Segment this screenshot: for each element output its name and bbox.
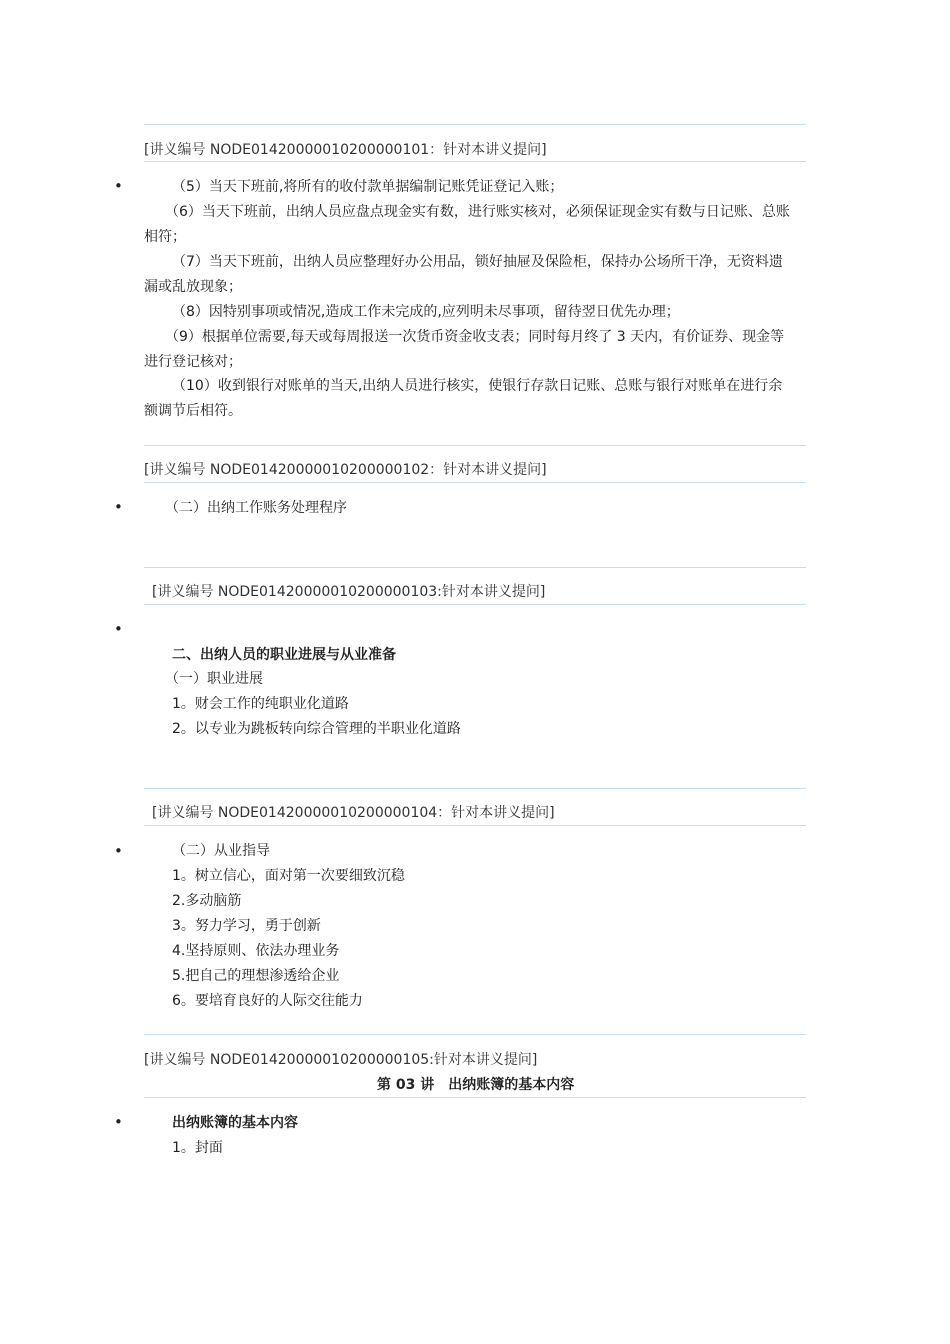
body-line: 1。树立信心，面对第一次要细致沉稳 bbox=[172, 868, 405, 884]
divider bbox=[144, 825, 806, 826]
body-line: （6）当天下班前，出纳人员应盘点现金实有数，进行账实核对，必须保证现金实有数与日记账、总账 bbox=[165, 204, 790, 220]
lecture-ref-link[interactable]: [讲义编号 NODE01420000010200000103:针对本讲义提问] bbox=[152, 584, 546, 600]
body-line: （5）当天下班前,将所有的收付款单据编制记账凭证登记入账； bbox=[172, 179, 564, 195]
lecture-title: 第 03 讲 出纳账簿的基本内容 bbox=[377, 1077, 575, 1093]
body-line: （10）收到银行对账单的当天,出纳人员进行核实，使银行存款日记账、总账与银行对账单在进行余 bbox=[172, 378, 783, 394]
divider bbox=[144, 567, 806, 568]
divider bbox=[144, 788, 806, 789]
bullet-icon: • bbox=[114, 620, 123, 638]
body-line: 1。封面 bbox=[172, 1140, 223, 1156]
lecture-ref-link[interactable]: [讲义编号 NODE01420000010200000105:针对本讲义提问] bbox=[144, 1052, 538, 1068]
divider bbox=[144, 1097, 806, 1098]
body-line: 额调节后相符。 bbox=[144, 403, 242, 419]
divider bbox=[144, 1034, 806, 1035]
body-line: （二）从业指导 bbox=[172, 843, 270, 859]
body-line: 2。以专业为跳板转向综合管理的半职业化道路 bbox=[172, 721, 461, 737]
body-line: （7）当天下班前，出纳人员应整理好办公用品，锁好抽屉及保险柜，保持办公场所干净，无资料遗 bbox=[172, 254, 783, 270]
divider bbox=[144, 445, 806, 446]
body-line: 进行登记核对； bbox=[144, 354, 242, 370]
bullet-icon: • bbox=[114, 498, 123, 516]
divider bbox=[144, 161, 806, 162]
body-line: 5.把自己的理想渗透给企业 bbox=[172, 968, 340, 984]
divider bbox=[144, 124, 806, 125]
bullet-icon: • bbox=[114, 1113, 123, 1131]
lecture-ref-link[interactable]: [讲义编号 NODE01420000010200000104：针对本讲义提问] bbox=[152, 805, 555, 821]
body-line: （8）因特别事项或情况,造成工作未完成的,应列明未尽事项，留待翌日优先办理； bbox=[172, 304, 680, 320]
divider bbox=[144, 482, 806, 483]
body-line: （9）根据单位需要,每天或每周报送一次货币资金收支表；同时每月终了 3 天内，有价证券、现金等 bbox=[165, 329, 785, 345]
body-line: 4.坚持原则、依法办理业务 bbox=[172, 943, 340, 959]
lecture-ref-link[interactable]: [讲义编号 NODE01420000010200000102：针对本讲义提问] bbox=[144, 462, 547, 478]
body-line: 6。要培育良好的人际交往能力 bbox=[172, 993, 363, 1009]
body-line: 1。财会工作的纯职业化道路 bbox=[172, 696, 349, 712]
bullet-icon: • bbox=[114, 842, 123, 860]
body-line: 漏或乱放现象； bbox=[144, 279, 242, 295]
body-line: （二）出纳工作账务处理程序 bbox=[165, 500, 347, 516]
bullet-icon: • bbox=[114, 177, 123, 195]
body-line: 2.多动脑筋 bbox=[172, 893, 242, 909]
body-line: 相符； bbox=[144, 229, 186, 245]
body-line: 3。努力学习，勇于创新 bbox=[172, 918, 321, 934]
body-line: （一）职业进展 bbox=[165, 671, 263, 687]
section-heading: 出纳账簿的基本内容 bbox=[172, 1115, 298, 1131]
lecture-ref-link[interactable]: [讲义编号 NODE01420000010200000101：针对本讲义提问] bbox=[144, 142, 547, 158]
section-heading: 二、出纳人员的职业进展与从业准备 bbox=[172, 647, 396, 663]
divider bbox=[144, 604, 806, 605]
